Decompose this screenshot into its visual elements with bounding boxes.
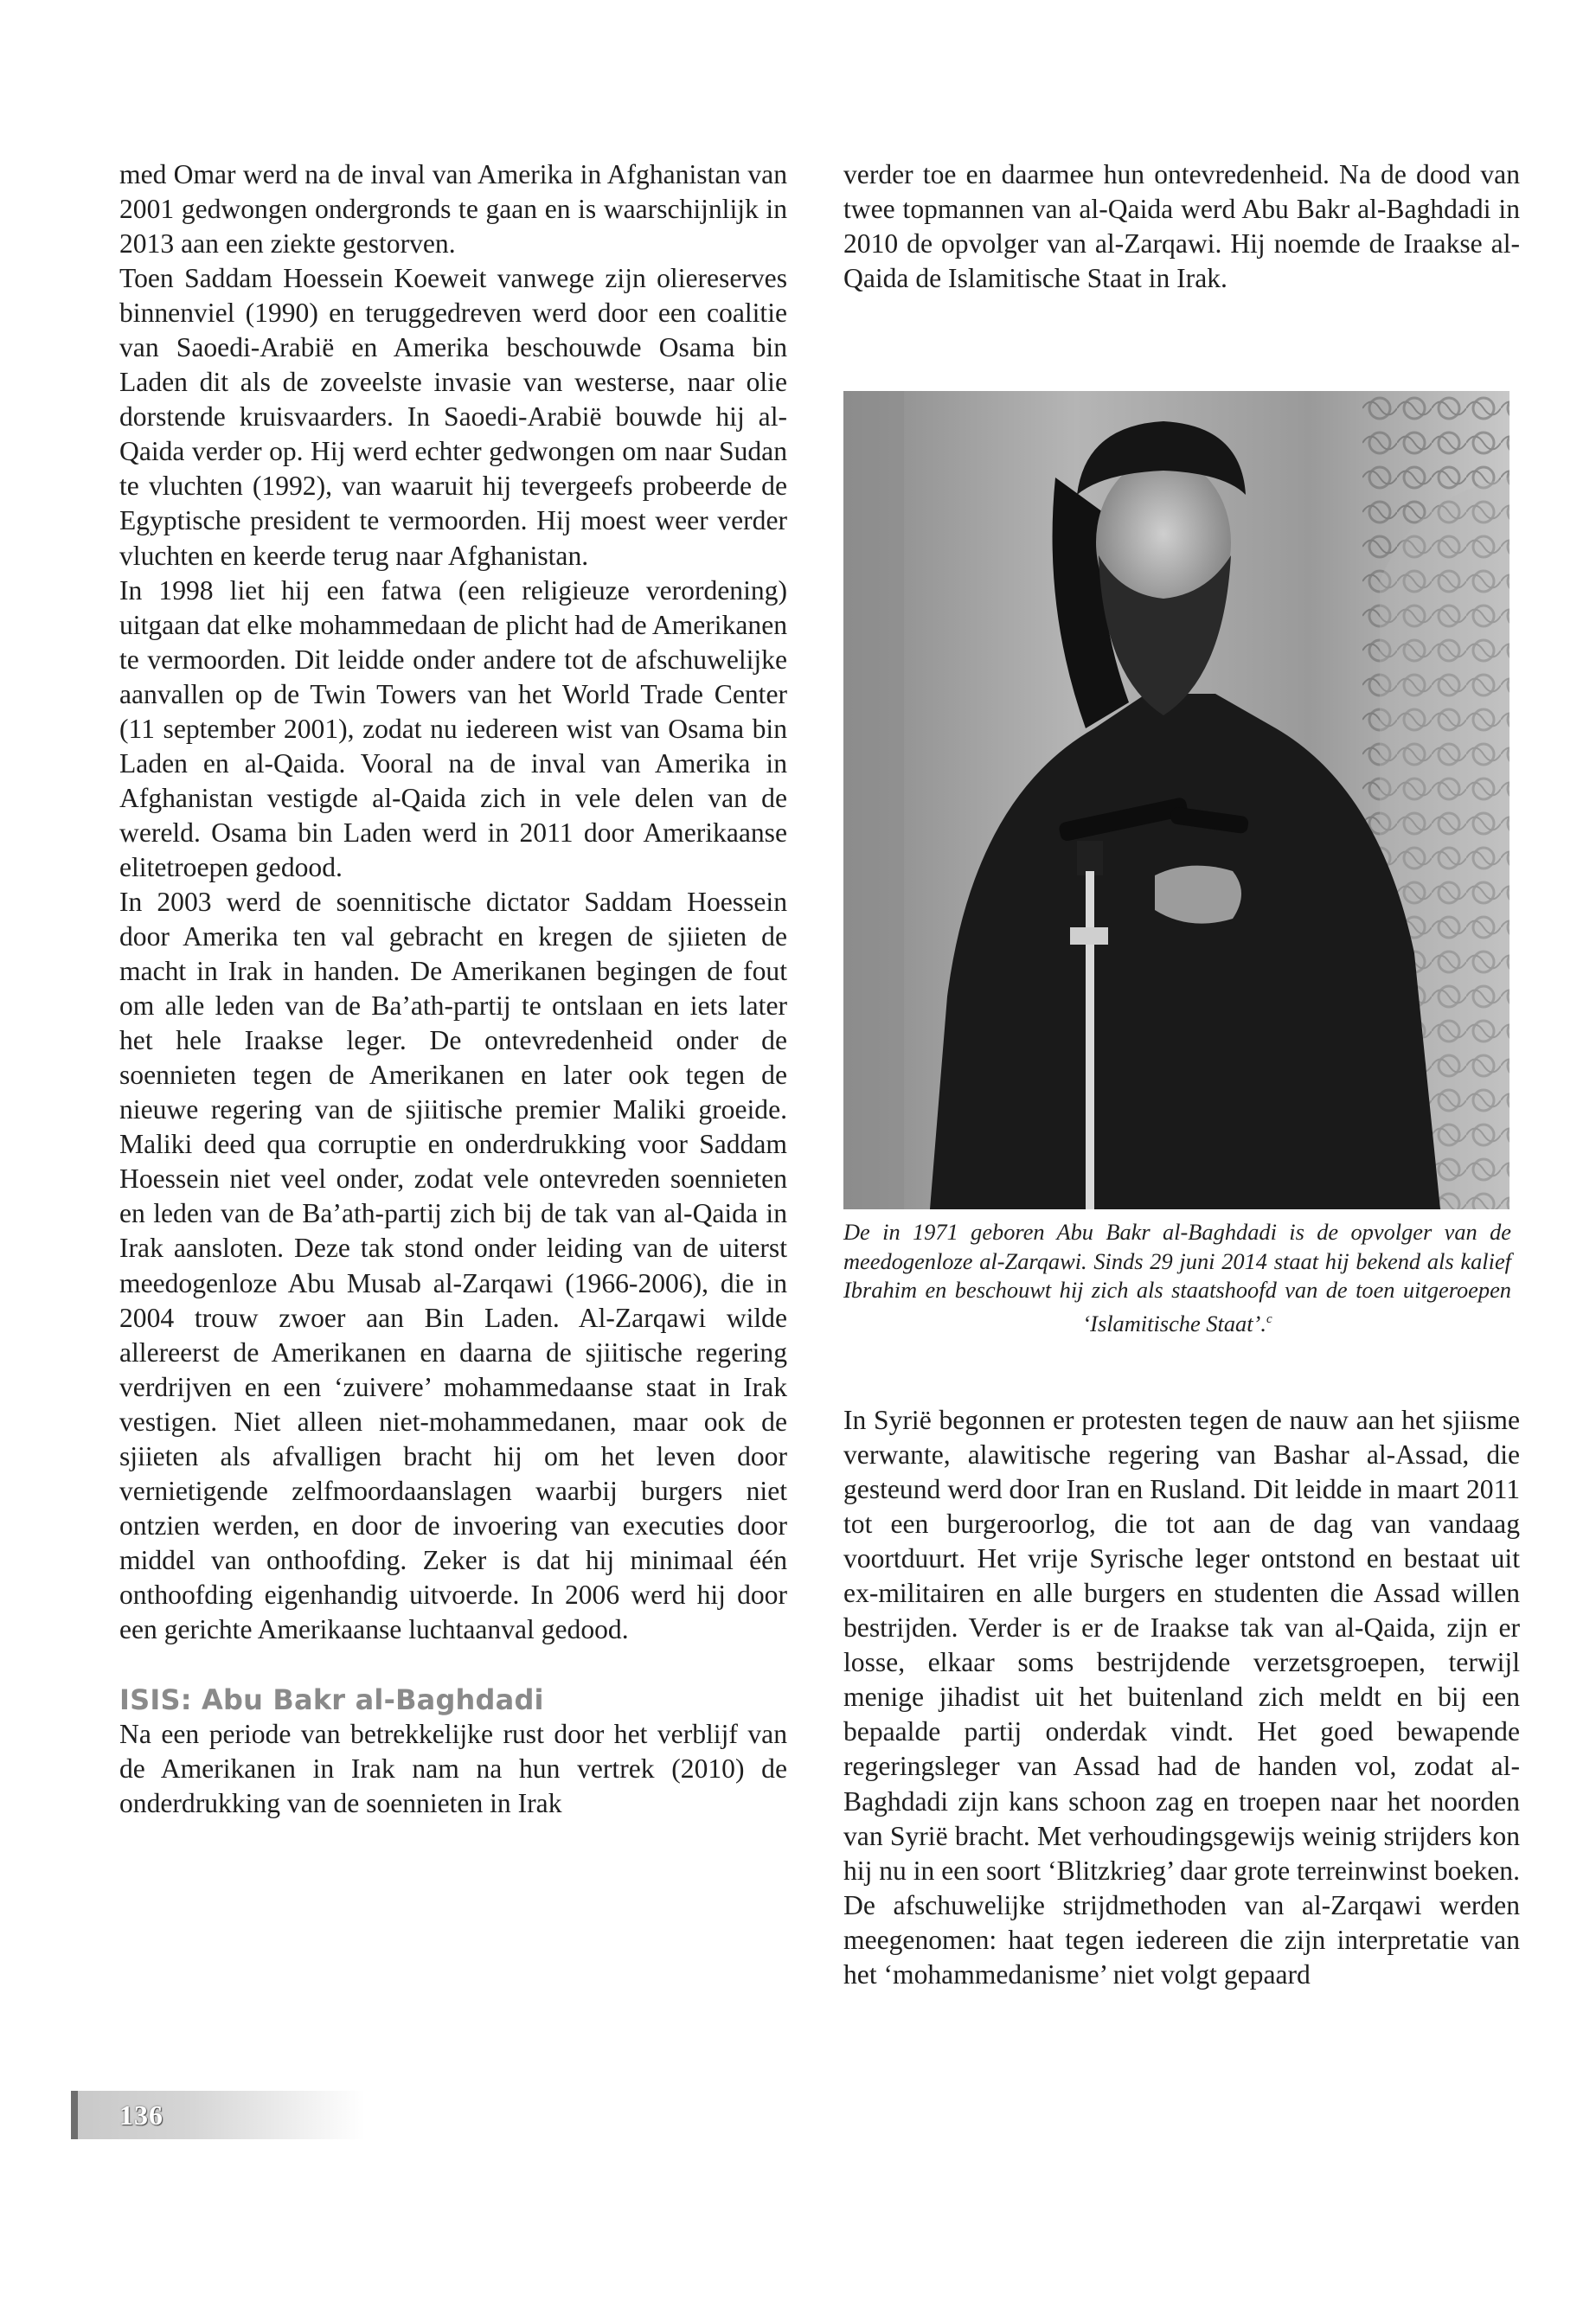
- body-paragraph: Toen Saddam Hoessein Koeweit vanwege zijn oliereserves binnenviel (1990) en teruggedreven werd door een coalitie van Saoedi-Arabië en Amerika beschouwde Osama bin Laden dit als de zoveelste invasie van westerse, naar olie dorstende kruisvaarders. In Saoedi-Arabië bouwde hij al-Qaida verder op. Hij werd echter gedwongen om naar Sudan te vluchten (1992), van waaruit hij tevergeefs probeerde de Egyptische president te vermoorden. Hij moest weer verder vluchten en keerde terug naar Afghanistan.: [119, 263, 787, 571]
- page-number-tab: [71, 2091, 365, 2139]
- caption-footnote-marker: c: [1266, 1311, 1272, 1326]
- section-heading: ISIS: Abu Bakr al-Baghdadi: [119, 1683, 544, 1717]
- body-paragraph: med Omar werd na de inval van Amerika in Afghanistan van 2001 gedwongen ondergronds te gaan en is waarschijnlijk in 2013 aan een ziekte gestorven.: [119, 159, 787, 260]
- right-column-bottom: [843, 1403, 1520, 1992]
- body-paragraph: In Syrië begonnen er protesten tegen de nauw aan het sjiisme verwante, alawitische regering van Bashar al-Assad, die gesteund werd door Iran en Rusland. Dit leidde in maart 2011 tot een burgeroorlog, die tot aan de dag van vandaag voortduurt. Het vrije Syrische leger ontstond en bestaat uit ex-militairen en alle burgers en studenten die Assad willen bestrijden. Verder is er de Iraakse tak van al-Qaida, zijn er losse, elkaar soms bestrijdende verzetsgroepen, terwijl menige jihadist uit het buitenland zich meldt en bij een bepaalde partij onderdak vindt. Het goed bewapende regeringsleger van Assad had de handen vol, zodat al-Baghdadi zijn kans schoon zag en troepen naar het noorden van Syrië bracht. Met verhoudingsgewijs weinig strijders kon hij nu in een soort ‘Blitzkrieg’ daar grote terreinwinst boeken. De afschuwelijke strijdmethoden van al-Zarqawi werden meegenomen: haat tegen iedereen die zijn interpretatie van het ‘mohammedanisme’ niet volgt gepaard: [843, 1405, 1520, 1990]
- portrait-photo: [843, 391, 1509, 1209]
- right-column-top: [843, 157, 1520, 296]
- caption-text: De in 1971 geboren Abu Bakr al-Baghdadi is de opvolger van de meedogenloze al-Zarqawi. Sinds 29 juni 2014 staat hij bekend als kalief Ibrahim en beschouwt hij zich als staatshoofd van de toen uitgeroepen ‘Islamitische Staat’.: [843, 1219, 1511, 1336]
- body-paragraph: In 2003 werd de soennitische dictator Saddam Hoessein door Amerika ten val gebracht en kregen de sjiieten de macht in Irak in handen. De Amerikanen begingen de fout om alle leden van de Ba’ath-partij te ontslaan en iets later het hele Iraakse leger. De ontevredenheid onder de soennieten tegen de Amerikanen en later ook tegen de nieuwe regering van de sjiitische premier Maliki groeide. Maliki deed qua corruptie en onderdrukking voor Saddam Hoessein niet veel onder, zodat vele ontevreden soennieten en leden van de Ba’ath-partij zich bij de tak van al-Qaida in Irak aansloten. Deze tak stond onder leiding van de uiterst meedogenloze Abu Musab al-Zarqawi (1966-2006), die in 2004 trouw zwoer aan Bin Laden. Al-Zarqawi wilde allereerst de Amerikanen en daarna de sjiitische regering verdrijven en een ‘zuivere’ mohammedaanse staat in Irak vestigen. Niet alleen niet-mohammedanen, maar ook de sjiieten als afvalligen bracht hij om het leven door vernietigende zelfmoordaanslagen waarbij burgers niet ontzien werden, en door de invoering van executies door middel van onthoofding. Zeker is dat hij minimaal één onthoofding eigenhandig uitvoerde. In 2006 werd hij door een gerichte Amerikaanse luchtaanval gedood.: [119, 886, 787, 1644]
- left-column: [119, 157, 787, 1821]
- body-paragraph: verder toe en daarmee hun ontevredenheid. Na de dood van twee topmannen van al-Qaida werd Abu Bakr al-Baghdadi in 2010 de opvolger van al-Zarqawi. Hij noemde de Iraakse al-Qaida de Islamitische Staat in Irak.: [843, 159, 1520, 294]
- body-paragraph: Na een periode van betrekkelijke rust door het verblijf van de Amerikanen in Irak nam na hun vertrek (2010) de onderdrukking van de soennieten in Irak: [119, 1719, 787, 1819]
- page-number: 136: [119, 2099, 163, 2131]
- body-paragraph: In 1998 liet hij een fatwa (een religieuze verordening) uitgaan dat elke mohammedaan de plicht had de Amerikanen te vermoorden. Dit leidde onder andere tot de afschuwelijke aanvallen op de Twin Towers van het World Trade Center (11 september 2001), zodat nu iedereen wist van Osama bin Laden en al-Qaida. Vooral na de inval van Amerika in Afghanistan vestigde al-Qaida zich in vele delen van de wereld. Osama bin Laden werd in 2011 door Amerikaanse elitetroepen gedood.: [119, 574, 788, 882]
- photo-caption: [843, 1218, 1511, 1338]
